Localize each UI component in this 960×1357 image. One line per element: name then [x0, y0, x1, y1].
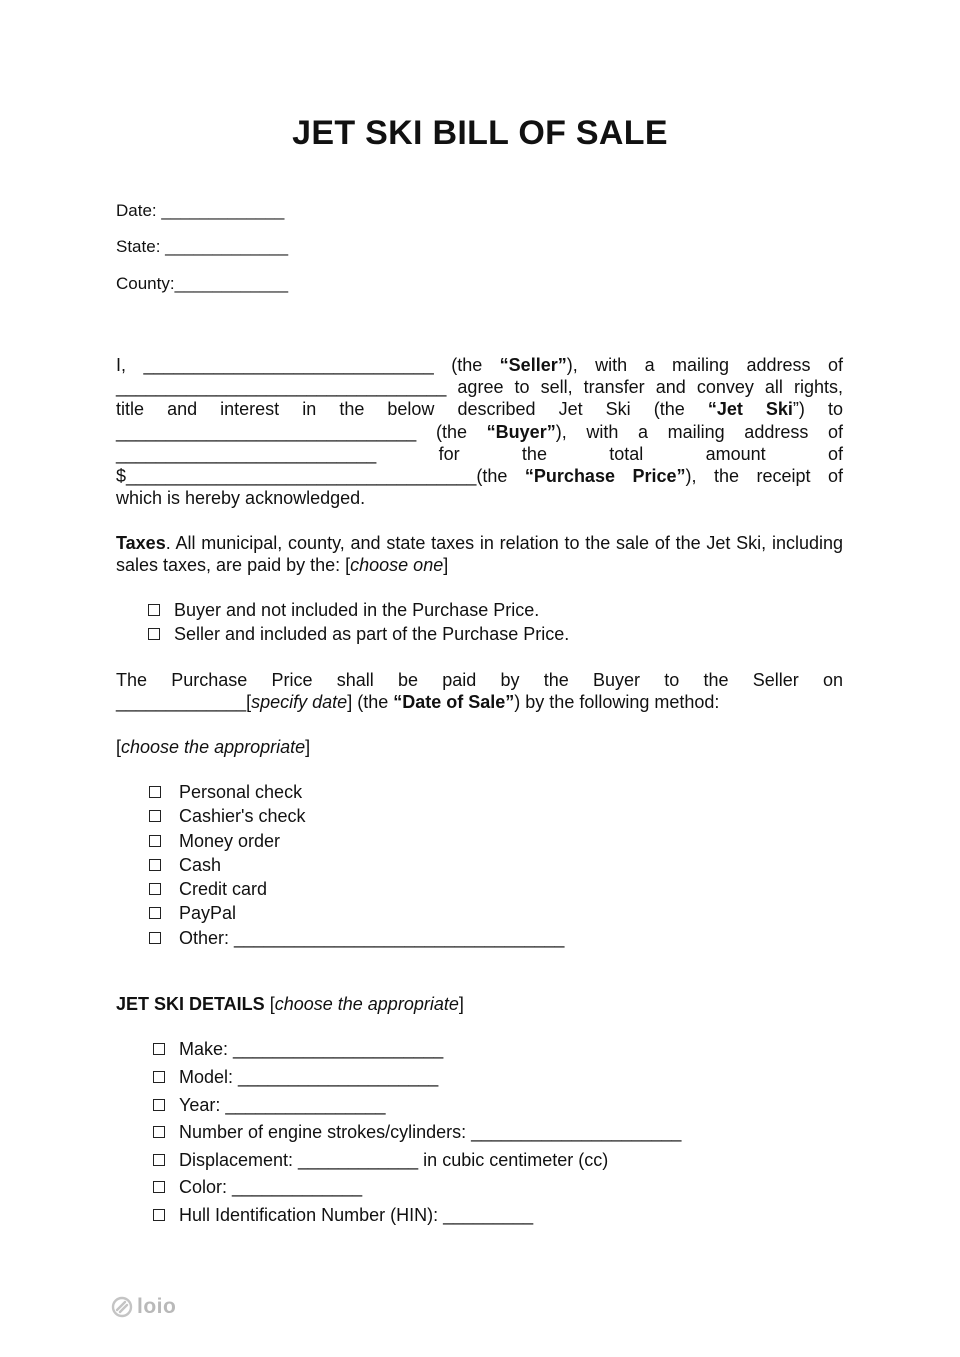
checkbox-icon[interactable] [153, 1209, 165, 1221]
buyer-term: “Buyer” [486, 421, 556, 442]
document-title: JET SKI BILL OF SALE [292, 114, 668, 152]
checkbox-icon[interactable] [153, 1071, 165, 1083]
date-field [116, 201, 284, 221]
purchase-price-term: “Purchase Price” [524, 466, 686, 487]
checkbox-icon[interactable] [149, 932, 161, 944]
intro-line: _________________________________ agree to sell, transfer and convey all rights, [116, 377, 843, 398]
intro-line: I, _____________________________ (the “Seller”), with a mailing address of [116, 355, 843, 375]
checkbox-icon[interactable] [149, 883, 161, 895]
seller-term: “Seller” [499, 355, 567, 375]
county-field [116, 274, 288, 294]
date-blank: _____________ [161, 201, 285, 220]
details-heading: JET SKI DETAILS [choose the appropriate] [116, 994, 464, 1014]
checkbox-icon[interactable] [153, 1126, 165, 1138]
intro-line: $___________________________________(the “Purchase Price”), the receipt of [116, 466, 843, 487]
intro-paragraph [116, 354, 843, 509]
payment-line: The Purchase Price shall be paid by the Buyer to the Seller on [116, 670, 843, 690]
state-field [116, 237, 288, 257]
checkbox-icon[interactable] [148, 628, 160, 640]
checkbox-icon[interactable] [153, 1154, 165, 1166]
checkbox-icon[interactable] [153, 1043, 165, 1055]
checkbox-icon[interactable] [149, 810, 161, 822]
county-label: County: [116, 274, 175, 293]
intro-line: ______________________________ (the “Buyer”), with a mailing address of [116, 421, 843, 442]
state-blank: _____________ [165, 237, 289, 256]
payment-line: _____________[specify date] (the “Date of Sale”) by the following method: [116, 692, 720, 713]
state-label: State: [116, 237, 161, 256]
loio-logo-text: loio [137, 1295, 177, 1318]
loio-logo-icon [111, 1296, 133, 1318]
jet-ski-term: “Jet Ski [707, 399, 793, 420]
payment-choose-note: [choose the appropriate] [116, 737, 311, 757]
intro-line: title and interest in the below described Jet Ski (the “Jet Ski”) to [116, 399, 843, 420]
payment-paragraph [116, 669, 843, 713]
intro-line: which is hereby acknowledged. [116, 488, 366, 509]
taxes-paragraph: Taxes. All municipal, county, and state taxes in relation to the sale of the Jet Ski, including sales taxes, are paid by the: [choose one] [116, 533, 843, 576]
date-of-sale-term: “Date of Sale” [393, 692, 515, 713]
checkbox-icon[interactable] [153, 1181, 165, 1193]
checkbox-icon[interactable] [149, 859, 161, 871]
checkbox-icon[interactable] [153, 1099, 165, 1111]
loio-logo [111, 1295, 176, 1319]
checkbox-icon[interactable] [149, 907, 161, 919]
checkbox-icon[interactable] [148, 604, 160, 616]
taxes-heading: Taxes [116, 533, 166, 553]
checkbox-icon[interactable] [149, 786, 161, 798]
county-blank: ____________ [174, 274, 289, 293]
intro-line: __________________________ for the total amount of [116, 443, 843, 464]
date-label: Date: [116, 201, 157, 220]
checkbox-icon[interactable] [149, 835, 161, 847]
